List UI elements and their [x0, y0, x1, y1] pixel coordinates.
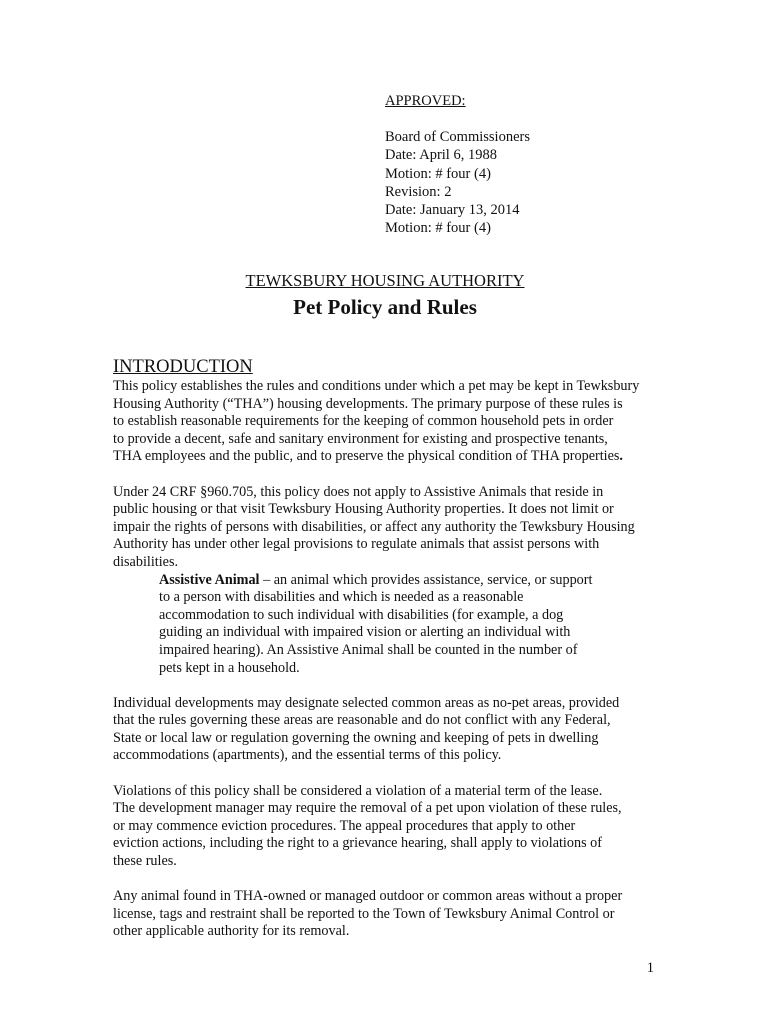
introduction-heading: INTRODUCTION [113, 357, 253, 377]
text-line: that the rules governing these areas are reasonable and do not conflict with any Federal, [113, 712, 611, 729]
approval-board: Board of Commissioners [385, 129, 530, 146]
text-line: Violations of this policy shall be considered a violation of a material term of the lease. [113, 782, 603, 799]
approval-date: Date: April 6, 1988 [385, 147, 497, 164]
authority-name [0, 271, 770, 291]
paragraph-animal-control [113, 888, 658, 941]
text-line: Any animal found in THA-owned or managed outdoor or common areas without a proper [113, 888, 623, 905]
approval-motion: Motion: # four (4) [385, 165, 491, 182]
text-line: license, tags and restraint shall be reported to the Town of Tewksbury Animal Control or [113, 905, 615, 922]
text-line: to provide a decent, safe and sanitary environment for existing and prospective tenants, [113, 430, 608, 447]
paragraph-assistive-animals [113, 484, 658, 678]
authority-name-text: TEWKSBURY HOUSING AUTHORITY [245, 271, 525, 290]
text-line: to establish reasonable requirements for the keeping of common household pets in order [113, 413, 614, 430]
definition-line: guiding an individual with impaired vision or alerting an individual with [159, 624, 571, 641]
text-line: State or local law or regulation governing the owning and keeping of pets in dwelling [113, 729, 599, 746]
text-line: disabilities. [113, 553, 179, 570]
revision-motion: Motion: # four (4) [385, 220, 491, 237]
definition-line [113, 572, 658, 590]
document-title: Pet Policy and Rules [293, 295, 477, 319]
text-line: these rules. [113, 853, 177, 870]
page-number: 1 [646, 960, 654, 976]
text-line: Under 24 CRF §960.705, this policy does not apply to Assistive Animals that reside in [113, 483, 604, 500]
text-line: Individual developments may designate selected common areas as no-pet areas, provided [113, 694, 620, 711]
text-line: other applicable authority for its removal. [113, 923, 350, 940]
paragraph-violations [113, 783, 658, 871]
text-line: public housing or that visit Tewksbury Housing Authority properties. It does not limit or [113, 501, 614, 518]
text-line: or may commence eviction procedures. The appeal procedures that apply to other [113, 817, 576, 834]
approval-heading: APPROVED: [385, 93, 466, 109]
paragraph-no-pet-areas [113, 695, 658, 765]
text-line: eviction actions, including the right to a grievance hearing, shall apply to violations of [113, 835, 602, 852]
approval-block [385, 92, 530, 237]
text-line [113, 448, 658, 466]
definition-text: – an animal which provides assistance, service, or support [259, 571, 593, 588]
definition-line: impaired hearing). An Assistive Animal shall be counted in the number of [159, 641, 578, 658]
definition-line: pets kept in a household. [159, 659, 300, 676]
text-line: Housing Authority (“THA”) housing developments. The primary purpose of these rules is [113, 395, 623, 412]
revision-date: Date: January 13, 2014 [385, 202, 520, 219]
text-line: accommodations (apartments), and the essential terms of this policy. [113, 747, 502, 764]
text-line-body: THA employees and the public, and to preserve the physical condition of THA properties [113, 448, 620, 465]
definition-line: accommodation to such individual with disabilities (for example, a dog [159, 606, 564, 623]
final-period: . [619, 448, 623, 465]
text-line: The development manager may require the removal of a pet upon violation of these rules, [113, 800, 622, 817]
text-line: This policy establishes the rules and conditions under which a pet may be kept in Tewksbury [113, 378, 640, 394]
paragraph-purpose [113, 378, 658, 466]
definition-term: Assistive Animal [159, 571, 260, 588]
approval-revision: Revision: 2 [385, 183, 452, 200]
text-line: Authority has under other legal provisions to regulate animals that assist persons with [113, 536, 600, 553]
text-line: impair the rights of persons with disabilities, or affect any authority the Tewksbury Housing [113, 518, 635, 535]
introduction-body [113, 378, 658, 959]
definition-line: to a person with disabilities and which is needed as a reasonable [159, 589, 524, 606]
